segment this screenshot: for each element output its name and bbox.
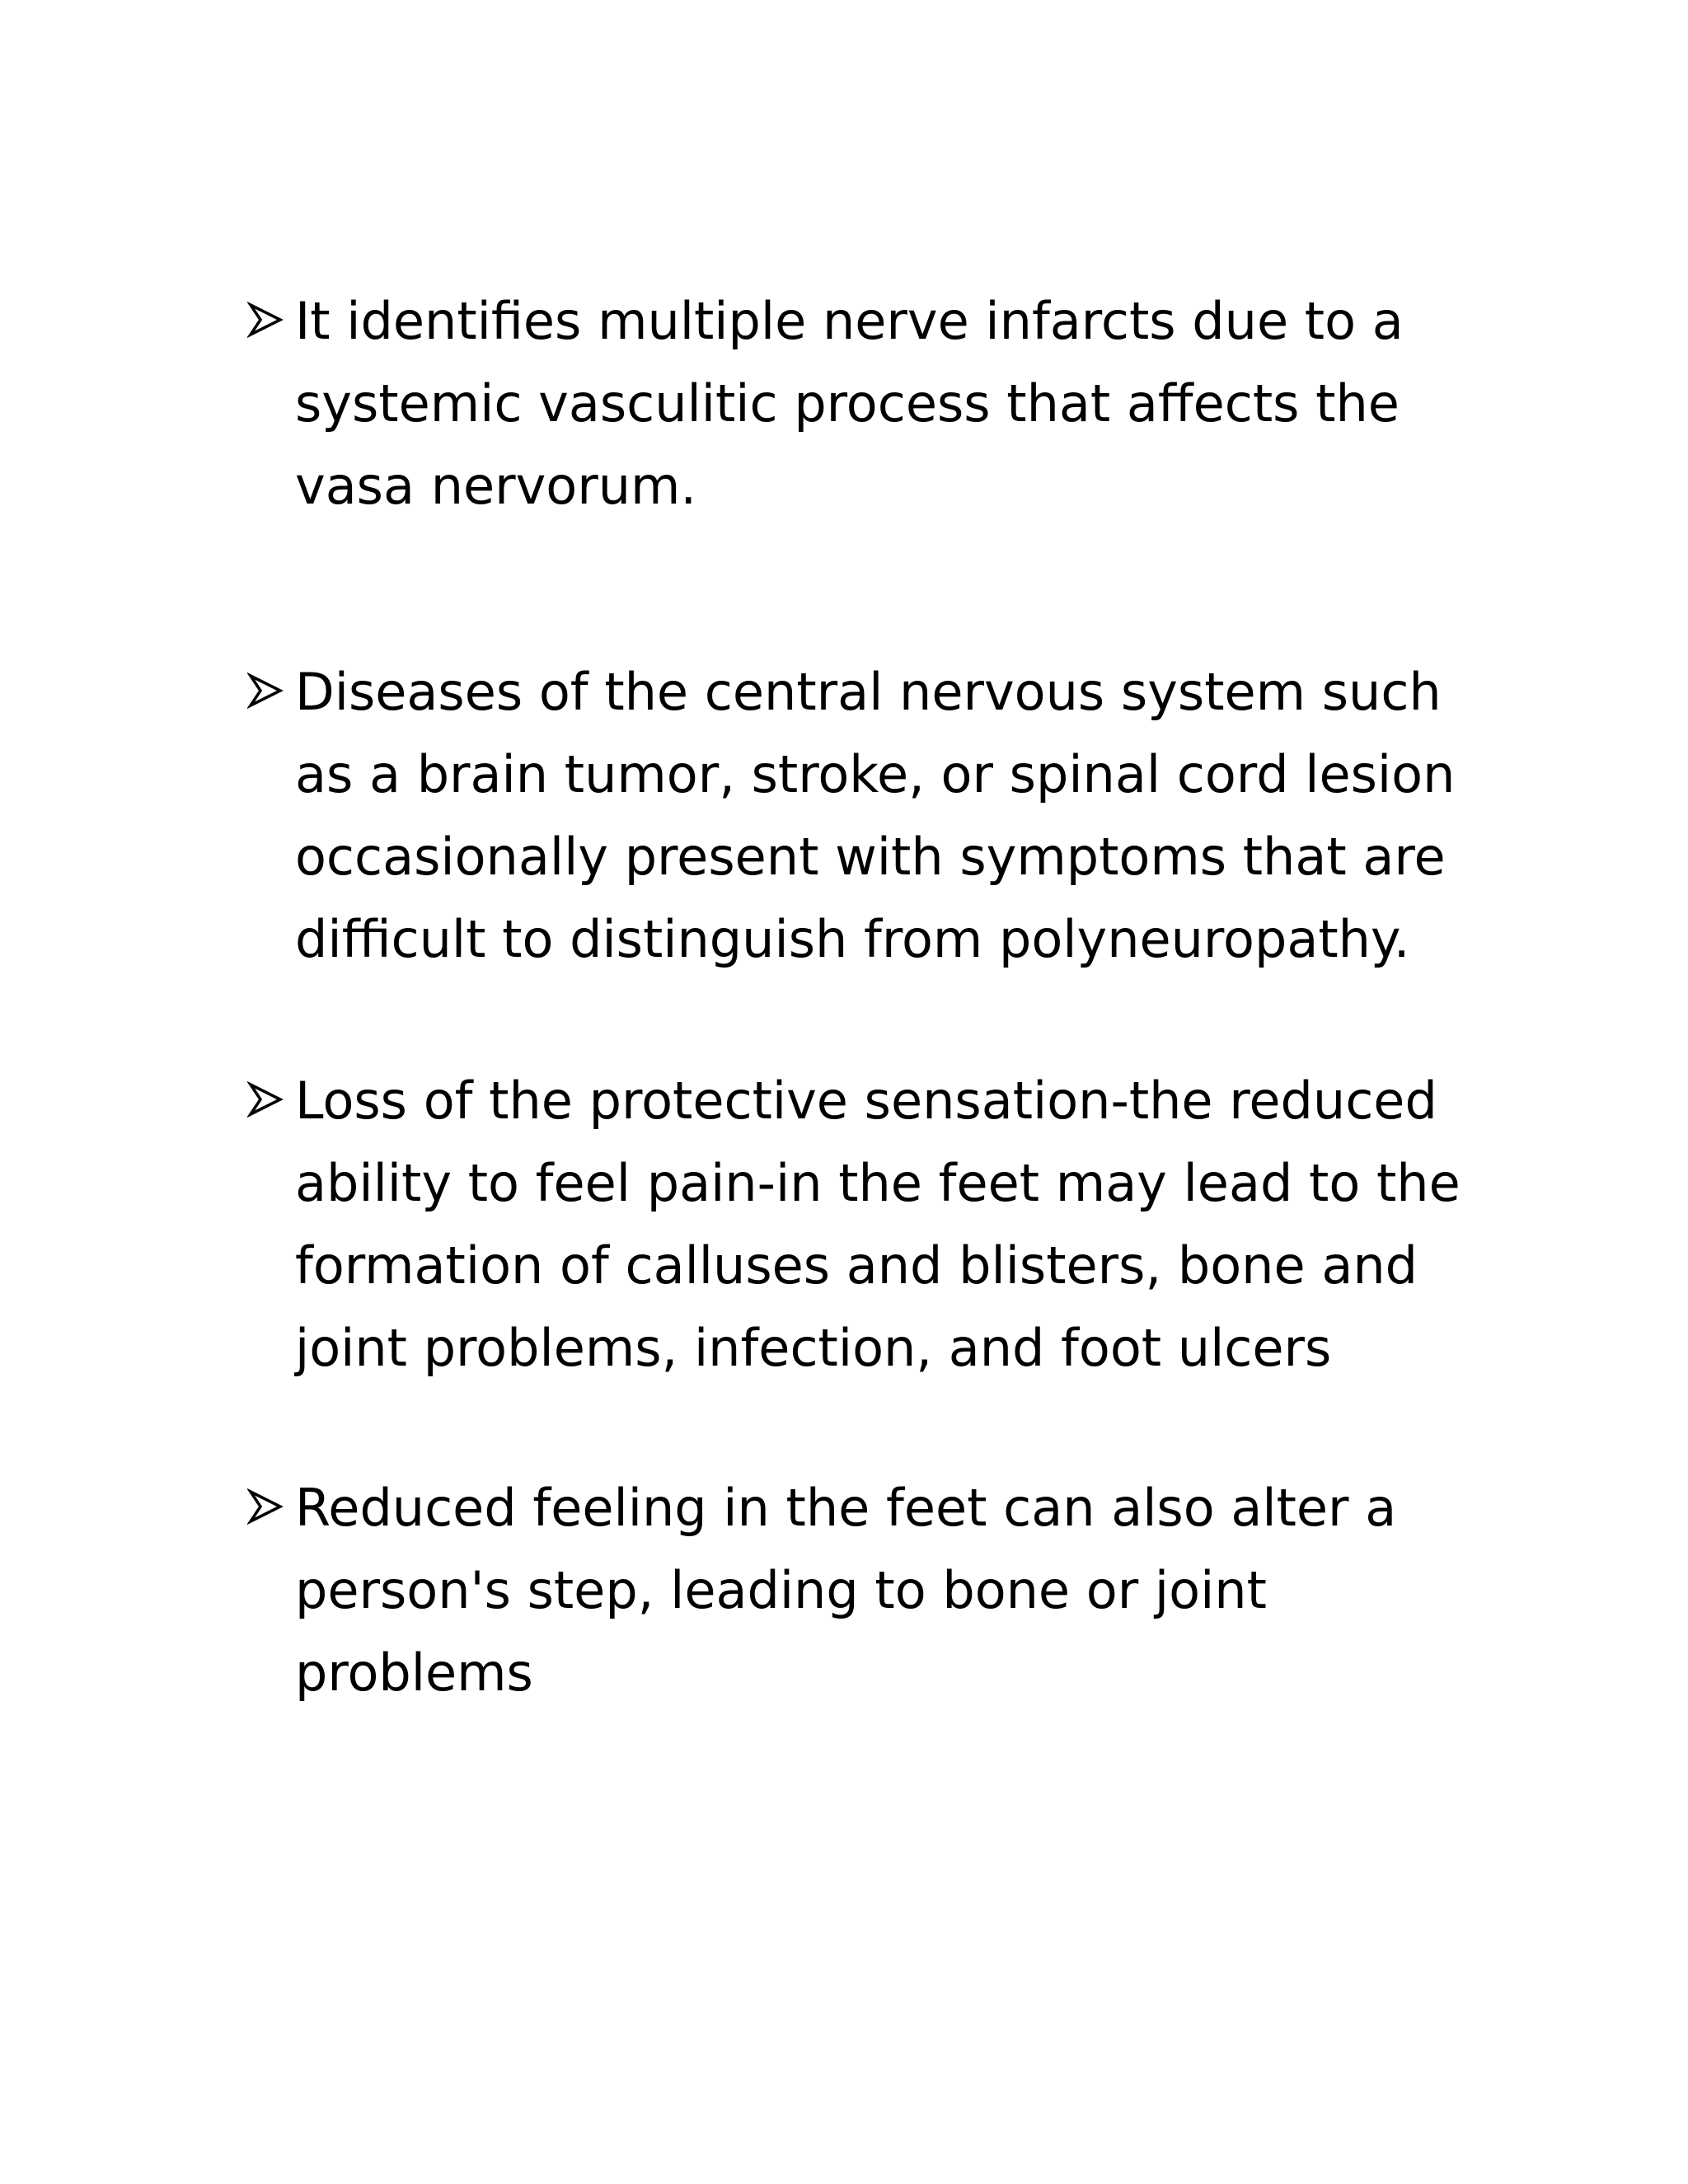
arrowhead-bullet-icon — [247, 1081, 284, 1118]
arrowhead-bullet-icon — [247, 302, 284, 338]
bullet-line: as a brain tumor, stroke, or spinal cord lesion — [295, 744, 1456, 804]
bullet-line: problems — [295, 1643, 533, 1703]
bullet-text — [295, 280, 1531, 527]
bullet-line: Loss of the protective sensation-the reduced — [295, 1071, 1437, 1131]
bullet-line: ability to feel pain-in the feet may lead to the — [295, 1153, 1461, 1213]
bullet-line: formation of calluses and blisters, bone and — [295, 1235, 1418, 1296]
bullet-text — [295, 1467, 1531, 1714]
bullet-text — [295, 651, 1531, 981]
arrowhead-bullet-icon — [247, 1488, 284, 1525]
bullet-line: systemic vasculitic process that affects the — [295, 373, 1400, 434]
bullet-line: joint problems, infection, and foot ulcers — [295, 1318, 1332, 1378]
bullet-line: Reduced feeling in the feet can also alter a — [295, 1478, 1397, 1538]
bullet-line: vasa nervorum. — [295, 456, 697, 516]
bullet-line: person's step, leading to bone or joint — [295, 1560, 1267, 1620]
bullet-line: difficult to distinguish from polyneuropathy. — [295, 909, 1410, 969]
bullet-line: occasionally present with symptoms that are — [295, 827, 1446, 887]
bullet-line: Diseases of the central nervous system such — [295, 662, 1442, 722]
bullet-line: It identifies multiple nerve infarcts due to a — [295, 291, 1404, 351]
bullet-text — [295, 1060, 1531, 1390]
arrowhead-bullet-icon — [247, 673, 284, 709]
